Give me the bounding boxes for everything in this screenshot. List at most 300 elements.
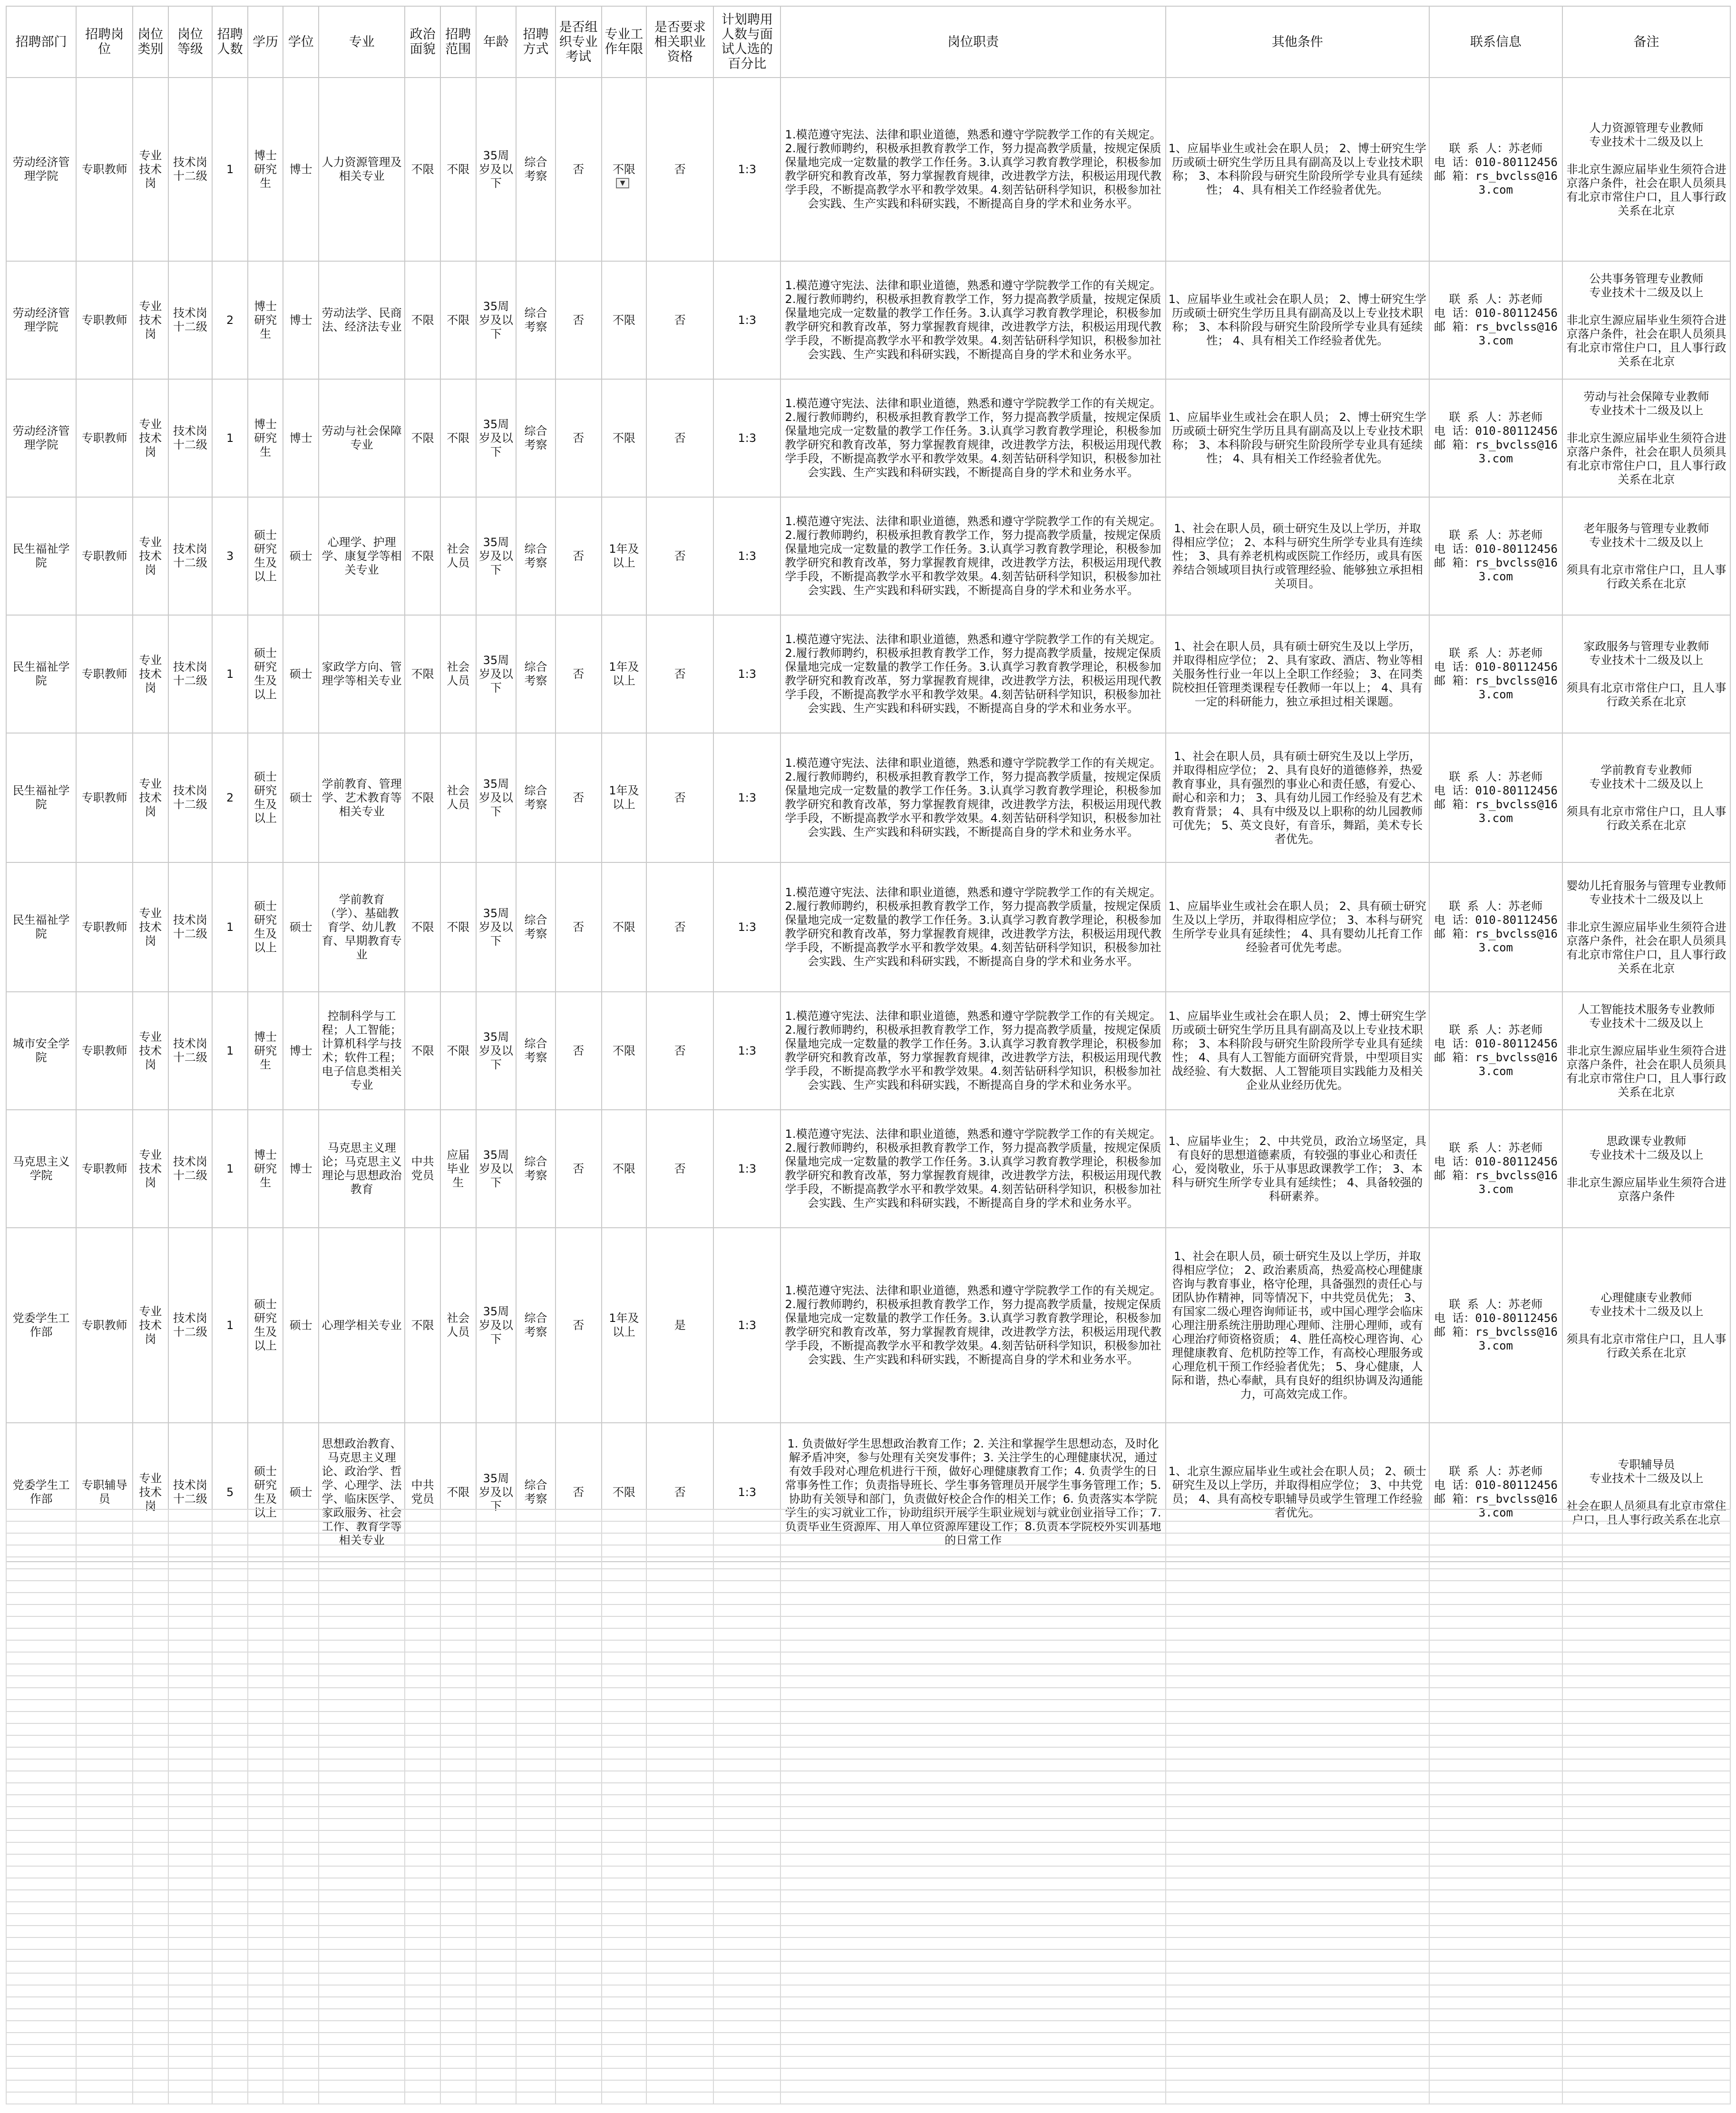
empty-cell[interactable] [1562,1509,1730,1521]
empty-cell[interactable] [713,1973,780,1985]
empty-cell[interactable] [6,1723,76,1735]
empty-cell[interactable] [6,2056,76,2068]
remark-cell[interactable]: 心理健康专业教师 专业技术十二级及以上 须具有北京市常住户口，且人事行政关系在北京 [1562,1228,1730,1423]
empty-cell[interactable] [405,2033,440,2045]
remark-cell[interactable]: 婴幼儿托育服务与管理专业教师 专业技术十二级及以上 非北京生源应届毕业生须符合进京落户条件，社会在职人员须具有北京市常住户口，且人事行政关系在北京 [1562,862,1730,992]
empty-cell[interactable] [713,1842,780,1854]
empty-cell[interactable] [6,1807,76,1819]
empty-cell[interactable] [1429,1890,1562,1902]
duty-cell[interactable]: 1.模范遵守宪法、法律和职业道德，熟悉和遵守学院教学工作的有关规定。2.履行教师聘约，积极承担教育教学工作，努力提高教学质量，按规定保质保量地完成一定数量的教学工作任务。3.认真学习教育教学理论，积极参加教学研究和教育改革，努力掌握教育规律，改进教学方法，积极运用现代教学手段，不断提高教学水平和教学效果。4.刻苦钻研科学知识，积极参加社会实践、生产实践和科研实践，不断提高自身的学术和业务水平。 [780,261,1165,379]
empty-cell[interactable] [319,1652,405,1664]
empty-cell[interactable] [556,1545,602,1557]
empty-cell[interactable] [780,2056,1165,2068]
empty-cell[interactable] [6,1640,76,1652]
empty-cell[interactable] [6,1593,76,1604]
qualification-cell[interactable]: 否 [646,615,713,733]
conditions-cell[interactable]: 1、应届毕业生或社会在职人员； 2、博士研究生学历或硕士研究生学历且具有副高及以上专业技术职称； 3、本科阶段与研究生阶段所学专业具有延续性； 4、具有相关工作经验者优先。 [1166,78,1429,261]
empty-cell[interactable] [516,2021,556,2033]
education-cell[interactable]: 硕士研究生及以上 [248,497,283,615]
post-cell[interactable]: 专职教师 [76,1228,133,1423]
empty-cell[interactable] [168,1533,213,1545]
empty-cell[interactable] [476,1795,517,1807]
empty-cell[interactable] [6,1854,76,1866]
empty-cell[interactable] [212,2021,248,2033]
empty-cell[interactable] [283,1914,319,1926]
empty-cell[interactable] [212,1866,248,1878]
empty-cell[interactable] [713,1640,780,1652]
empty-cell[interactable] [133,1842,168,1854]
degree-cell[interactable]: 博士 [283,1110,319,1228]
empty-cell[interactable] [212,2033,248,2045]
empty-cell[interactable] [780,1783,1165,1795]
empty-cell[interactable] [133,2056,168,2068]
empty-cell[interactable] [6,1688,76,1700]
empty-cell[interactable] [283,1937,319,1949]
empty-cell[interactable] [212,1807,248,1819]
empty-cell[interactable] [283,1902,319,1914]
empty-cell[interactable] [133,1569,168,1581]
empty-cell[interactable] [168,1640,213,1652]
empty-cell[interactable] [780,1807,1165,1819]
politics-cell[interactable]: 不限 [405,497,440,615]
empty-cell[interactable] [1562,1557,1730,1569]
contact-cell[interactable]: 联 系 人：苏老师 电 话：010-80112456 邮 箱：rs_bvclss@163.com [1429,261,1562,379]
empty-cell[interactable] [780,1937,1165,1949]
empty-cell[interactable] [319,1509,405,1521]
empty-cell[interactable] [476,1854,517,1866]
degree-cell[interactable]: 博士 [283,379,319,497]
empty-cell[interactable] [1562,1985,1730,1997]
empty-cell[interactable] [212,1712,248,1723]
empty-cell[interactable] [556,1842,602,1854]
empty-cell[interactable] [76,1985,133,1997]
empty-cell[interactable] [1562,1593,1730,1604]
empty-cell[interactable] [248,1902,283,1914]
education-cell[interactable]: 硕士研究生及以上 [248,1423,283,1562]
duty-cell[interactable]: 1.模范遵守宪法、法律和职业道德，熟悉和遵守学院教学工作的有关规定。2.履行教师聘约，积极承担教育教学工作，努力提高教学质量，按规定保质保量地完成一定数量的教学工作任务。3.认真学习教育教学理论，积极参加教学研究和教育改革，努力掌握教育规律，改进教学方法，积极运用现代教学手段，不断提高教学水平和教学效果。4.刻苦钻研科学知识，积极参加社会实践、生产实践和科研实践，不断提高自身的学术和业务水平。 [780,497,1165,615]
empty-cell[interactable] [6,2092,76,2104]
empty-cell[interactable] [516,1700,556,1712]
empty-cell[interactable] [780,1616,1165,1628]
empty-cell[interactable] [1166,1545,1429,1557]
empty-cell[interactable] [212,1771,248,1783]
empty-cell[interactable] [476,1747,517,1759]
empty-cell[interactable] [713,1914,780,1926]
degree-cell[interactable]: 硕士 [283,615,319,733]
empty-cell[interactable] [405,1949,440,1961]
empty-cell[interactable] [713,1616,780,1628]
empty-cell[interactable] [1562,2056,1730,2068]
empty-cell[interactable] [476,2080,517,2092]
empty-cell[interactable] [1429,1854,1562,1866]
empty-cell[interactable] [440,1688,476,1700]
duty-cell[interactable]: 1.模范遵守宪法、法律和职业道德，熟悉和遵守学院教学工作的有关规定。2.履行教师聘约，积极承担教育教学工作，努力提高教学质量，按规定保质保量地完成一定数量的教学工作任务。3.认真学习教育教学理论，积极参加教学研究和教育改革，努力掌握教育规律，改进教学方法，积极运用现代教学手段，不断提高教学水平和教学效果。4.刻苦钻研科学知识，积极参加社会实践、生产实践和科研实践，不断提高自身的学术和业务水平。 [780,862,1165,992]
empty-cell[interactable] [713,2080,780,2092]
empty-cell[interactable] [516,1985,556,1997]
empty-cell[interactable] [440,1878,476,1890]
empty-cell[interactable] [713,1866,780,1878]
method-cell[interactable]: 综合考察 [516,1228,556,1423]
empty-cell[interactable] [476,1509,517,1521]
empty-cell[interactable] [602,2009,647,2021]
empty-cell[interactable] [516,2033,556,2045]
empty-cell[interactable] [646,1866,713,1878]
headcount-cell[interactable]: 1 [212,1228,248,1423]
column-header[interactable]: 专业 [319,6,405,78]
contact-cell[interactable]: 联 系 人：苏老师 电 话：010-80112456 邮 箱：rs_bvclss@163.com [1429,379,1562,497]
empty-cell[interactable] [76,1961,133,1973]
empty-cell[interactable] [440,1545,476,1557]
conditions-cell[interactable]: 1、应届毕业生或社会在职人员； 2、博士研究生学历或硕士研究生学历且具有副高及以上专业技术职称； 3、本科阶段与研究生阶段所学专业具有延续性； 4、具有相关工作经验者优先。 [1166,261,1429,379]
empty-cell[interactable] [212,1949,248,1961]
remark-cell[interactable]: 人力资源管理专业教师 专业技术十二级及以上 非北京生源应届毕业生须符合进京落户条件，社会在职人员须具有北京市常住户口，且人事行政关系在北京 [1562,78,1730,261]
empty-cell[interactable] [1562,1759,1730,1771]
empty-cell[interactable] [476,1997,517,2009]
work-years-cell[interactable]: 不限 [602,78,647,261]
empty-cell[interactable] [516,1509,556,1521]
empty-cell[interactable] [440,2045,476,2056]
empty-cell[interactable] [212,1854,248,1866]
empty-cell[interactable] [1166,1997,1429,2009]
empty-cell[interactable] [1429,1985,1562,1997]
conditions-cell[interactable]: 1、应届毕业生或社会在职人员； 2、具有硕士研究生及以上学历，并取得相应学位； 3、本科与研究生所学专业具有延续性； 4、具有婴幼儿托育工作经验者可优先考虑。 [1166,862,1429,992]
empty-cell[interactable] [556,1783,602,1795]
empty-cell[interactable] [283,2056,319,2068]
category-cell[interactable]: 专业技术岗 [133,992,168,1110]
empty-cell[interactable] [602,1628,647,1640]
empty-cell[interactable] [1166,1771,1429,1783]
empty-cell[interactable] [76,1723,133,1735]
empty-cell[interactable] [283,1712,319,1723]
empty-cell[interactable] [713,1557,780,1569]
empty-cell[interactable] [212,1533,248,1545]
empty-cell[interactable] [405,1521,440,1533]
empty-cell[interactable] [556,1973,602,1985]
empty-cell[interactable] [1166,1664,1429,1676]
empty-cell[interactable] [556,2009,602,2021]
exam-cell[interactable]: 否 [556,1110,602,1228]
remark-cell[interactable]: 专职辅导员 专业技术十二级及以上 社会在职人员须具有北京市常住户口，且人事行政关系在北京 [1562,1423,1730,1562]
empty-cell[interactable] [1429,1735,1562,1747]
empty-cell[interactable] [516,1688,556,1700]
empty-cell[interactable] [440,1521,476,1533]
empty-cell[interactable] [76,1949,133,1961]
qualification-cell[interactable]: 否 [646,261,713,379]
age-cell[interactable]: 35周岁及以下 [476,1110,517,1228]
politics-cell[interactable]: 中共党员 [405,1110,440,1228]
empty-cell[interactable] [1166,1961,1429,1973]
empty-cell[interactable] [516,1842,556,1854]
empty-cell[interactable] [1166,1937,1429,1949]
empty-cell[interactable] [780,1652,1165,1664]
empty-cell[interactable] [1166,2068,1429,2080]
empty-cell[interactable] [646,1961,713,1973]
empty-cell[interactable] [6,2045,76,2056]
major-cell[interactable]: 马克思主义理论；马克思主义理论与思想政治教育 [319,1110,405,1228]
empty-cell[interactable] [133,1771,168,1783]
empty-cell[interactable] [405,1771,440,1783]
empty-cell[interactable] [76,1533,133,1545]
empty-cell[interactable] [76,1807,133,1819]
major-cell[interactable]: 学前教育、管理学、艺术教育等相关专业 [319,733,405,862]
empty-cell[interactable] [405,2068,440,2080]
empty-cell[interactable] [780,2009,1165,2021]
empty-cell[interactable] [602,1914,647,1926]
empty-cell[interactable] [133,1688,168,1700]
empty-cell[interactable] [602,1569,647,1581]
empty-cell[interactable] [516,1628,556,1640]
empty-cell[interactable] [476,2045,517,2056]
empty-cell[interactable] [440,1795,476,1807]
empty-cell[interactable] [602,1593,647,1604]
empty-cell[interactable] [516,1914,556,1926]
empty-cell[interactable] [283,2045,319,2056]
empty-cell[interactable] [283,1783,319,1795]
category-cell[interactable]: 专业技术岗 [133,261,168,379]
empty-cell[interactable] [646,1688,713,1700]
empty-cell[interactable] [713,1628,780,1640]
empty-cell[interactable] [248,1926,283,1937]
empty-cell[interactable] [440,1854,476,1866]
empty-cell[interactable] [319,1926,405,1937]
empty-cell[interactable] [646,2009,713,2021]
empty-cell[interactable] [1166,1628,1429,1640]
empty-cell[interactable] [713,1854,780,1866]
empty-cell[interactable] [133,2009,168,2021]
empty-cell[interactable] [440,2009,476,2021]
empty-cell[interactable] [319,1878,405,1890]
empty-cell[interactable] [440,1985,476,1997]
empty-cell[interactable] [1166,1795,1429,1807]
empty-cell[interactable] [6,1557,76,1569]
conditions-cell[interactable]: 1、社会在职人员，硕士研究生及以上学历，并取得相应学位； 2、本科与研究生所学专业具有连续性； 3、具有养老机构或医院工作经历，或具有医养结合领域项目执行或管理经验、能够独立承担相关项目。 [1166,497,1429,615]
work-years-cell[interactable]: 不限 [602,379,647,497]
empty-cell[interactable] [476,2009,517,2021]
empty-cell[interactable] [283,1985,319,1997]
empty-cell[interactable] [168,1937,213,1949]
empty-cell[interactable] [168,1723,213,1735]
ratio-cell[interactable]: 1:3 [713,78,780,261]
empty-cell[interactable] [1429,2021,1562,2033]
empty-cell[interactable] [76,1604,133,1616]
empty-cell[interactable] [780,1747,1165,1759]
empty-cell[interactable] [76,1581,133,1593]
empty-cell[interactable] [1429,1926,1562,1937]
empty-cell[interactable] [476,1521,517,1533]
empty-cell[interactable] [713,1581,780,1593]
empty-cell[interactable] [713,2056,780,2068]
empty-cell[interactable] [319,1890,405,1902]
empty-cell[interactable] [1166,1830,1429,1842]
empty-cell[interactable] [133,2045,168,2056]
empty-cell[interactable] [1429,2056,1562,2068]
empty-cell[interactable] [1429,1961,1562,1973]
qualification-cell[interactable]: 否 [646,379,713,497]
empty-cell[interactable] [646,1902,713,1914]
empty-cell[interactable] [1166,1712,1429,1723]
empty-cell[interactable] [646,1676,713,1688]
category-cell[interactable]: 专业技术岗 [133,1228,168,1423]
ratio-cell[interactable]: 1:3 [713,733,780,862]
empty-cell[interactable] [1429,1937,1562,1949]
empty-cell[interactable] [212,1616,248,1628]
ratio-cell[interactable]: 1:3 [713,1110,780,1228]
empty-cell[interactable] [476,1557,517,1569]
method-cell[interactable]: 综合考察 [516,862,556,992]
empty-cell[interactable] [248,1830,283,1842]
empty-cell[interactable] [405,1545,440,1557]
empty-cell[interactable] [319,1676,405,1688]
empty-cell[interactable] [212,1569,248,1581]
headcount-cell[interactable]: 1 [212,78,248,261]
empty-cell[interactable] [405,1640,440,1652]
scope-cell[interactable]: 不限 [440,78,476,261]
empty-cell[interactable] [780,1604,1165,1616]
empty-cell[interactable] [1562,1854,1730,1866]
conditions-cell[interactable]: 1、应届毕业生或社会在职人员； 2、博士研究生学历或硕士研究生学历且具有副高及以上专业技术职称； 3、本科阶段与研究生阶段所学专业具有延续性； 4、具有相关工作经验者优先。 [1166,379,1429,497]
empty-cell[interactable] [168,1759,213,1771]
politics-cell[interactable]: 不限 [405,992,440,1110]
empty-cell[interactable] [602,1878,647,1890]
empty-cell[interactable] [1562,1890,1730,1902]
empty-cell[interactable] [476,1783,517,1795]
empty-cell[interactable] [556,1890,602,1902]
empty-cell[interactable] [76,1842,133,1854]
empty-cell[interactable] [319,1771,405,1783]
empty-cell[interactable] [1429,1973,1562,1985]
empty-cell[interactable] [440,1581,476,1593]
empty-cell[interactable] [646,1628,713,1640]
headcount-cell[interactable]: 1 [212,862,248,992]
empty-cell[interactable] [212,1973,248,1985]
conditions-cell[interactable]: 1、社会在职人员，硕士研究生及以上学历，并取得相应学位； 2、政治素质高，热爱高校心理健康咨询与教育事业，格守伦理，具备强烈的责任心与团队协作精神，同等情况下，中共党员优先； 3、有国家二级心理咨询师证书，或中国心理学会临床心理注册系统注册助理心理师、注册心理师，或有心理治疗师资格资质； 4、胜任高校心理咨询、心理健康教育、危机防控等工作，有高校心理服务或心理危机干预工作经验者优先； 5、身心健康，人际和谐，热心奉献，具有良好的组织协调及沟通能力，可高效完成工作。 [1166,1228,1429,1423]
exam-cell[interactable]: 否 [556,497,602,615]
empty-cell[interactable] [713,1545,780,1557]
empty-cell[interactable] [646,1616,713,1628]
politics-cell[interactable]: 不限 [405,615,440,733]
empty-cell[interactable] [516,1604,556,1616]
empty-cell[interactable] [602,1747,647,1759]
empty-cell[interactable] [556,1569,602,1581]
empty-cell[interactable] [283,1949,319,1961]
empty-cell[interactable] [440,1902,476,1914]
work-years-cell[interactable]: 1年及以上 [602,733,647,862]
empty-cell[interactable] [516,1926,556,1937]
empty-cell[interactable] [1429,1759,1562,1771]
empty-cell[interactable] [319,1664,405,1676]
post-cell[interactable]: 专职教师 [76,497,133,615]
empty-cell[interactable] [319,1997,405,2009]
empty-cell[interactable] [283,1961,319,1973]
empty-cell[interactable] [1166,1926,1429,1937]
empty-cell[interactable] [6,1509,76,1521]
empty-cell[interactable] [283,1735,319,1747]
level-cell[interactable]: 技术岗十二级 [168,1228,213,1423]
empty-cell[interactable] [602,1926,647,1937]
empty-cell[interactable] [168,1747,213,1759]
empty-cell[interactable] [1166,1723,1429,1735]
empty-cell[interactable] [405,1902,440,1914]
empty-cell[interactable] [1562,1628,1730,1640]
empty-cell[interactable] [133,2068,168,2080]
empty-cell[interactable] [405,1700,440,1712]
empty-cell[interactable] [168,1985,213,1997]
category-cell[interactable]: 专业技术岗 [133,379,168,497]
major-cell[interactable]: 心理学、护理学、康复学等相关专业 [319,497,405,615]
empty-cell[interactable] [212,1593,248,1604]
empty-cell[interactable] [476,1545,517,1557]
empty-cell[interactable] [713,1723,780,1735]
empty-cell[interactable] [405,1759,440,1771]
empty-cell[interactable] [556,1807,602,1819]
empty-cell[interactable] [646,1664,713,1676]
empty-cell[interactable] [780,1819,1165,1830]
empty-cell[interactable] [516,1652,556,1664]
empty-cell[interactable] [1562,1676,1730,1688]
empty-cell[interactable] [646,2056,713,2068]
contact-cell[interactable]: 联 系 人：苏老师 电 话：010-80112456 邮 箱：rs_bvclss@163.com [1429,1423,1562,1562]
empty-cell[interactable] [440,1652,476,1664]
empty-cell[interactable] [1562,2009,1730,2021]
empty-cell[interactable] [6,2080,76,2092]
empty-cell[interactable] [248,1735,283,1747]
empty-cell[interactable] [76,2033,133,2045]
empty-cell[interactable] [319,1533,405,1545]
duty-cell[interactable]: 1.模范遵守宪法、法律和职业道德，熟悉和遵守学院教学工作的有关规定。2.履行教师聘约，积极承担教育教学工作，努力提高教学质量，按规定保质保量地完成一定数量的教学工作任务。3.认真学习教育教学理论，积极参加教学研究和教育改革，努力掌握教育规律，改进教学方法，积极运用现代教学手段，不断提高教学水平和教学效果。4.刻苦钻研科学知识，积极参加社会实践、生产实践和科研实践，不断提高自身的学术和业务水平。 [780,379,1165,497]
empty-cell[interactable] [405,1926,440,1937]
empty-cell[interactable] [602,1949,647,1961]
empty-cell[interactable] [283,1878,319,1890]
column-header[interactable]: 是否组织专业考试 [556,6,602,78]
empty-cell[interactable] [76,1521,133,1533]
empty-cell[interactable] [76,1819,133,1830]
empty-cell[interactable] [319,1830,405,1842]
empty-cell[interactable] [1562,1807,1730,1819]
empty-cell[interactable] [780,1557,1165,1569]
empty-cell[interactable] [602,1723,647,1735]
empty-cell[interactable] [76,1854,133,1866]
empty-cell[interactable] [1166,1533,1429,1545]
empty-cell[interactable] [283,1557,319,1569]
empty-cell[interactable] [646,1807,713,1819]
empty-cell[interactable] [602,1783,647,1795]
empty-cell[interactable] [440,1700,476,1712]
empty-cell[interactable] [602,2092,647,2104]
empty-cell[interactable] [646,2092,713,2104]
empty-cell[interactable] [440,2068,476,2080]
empty-cell[interactable] [556,1914,602,1926]
empty-cell[interactable] [602,1557,647,1569]
empty-cell[interactable] [248,1640,283,1652]
empty-cell[interactable] [476,1890,517,1902]
empty-cell[interactable] [556,2045,602,2056]
empty-cell[interactable] [1429,1640,1562,1652]
headcount-cell[interactable]: 1 [212,379,248,497]
empty-cell[interactable] [476,1688,517,1700]
empty-cell[interactable] [168,1961,213,1973]
empty-cell[interactable] [168,2045,213,2056]
empty-cell[interactable] [133,1973,168,1985]
method-cell[interactable]: 综合考察 [516,497,556,615]
education-cell[interactable]: 硕士研究生及以上 [248,862,283,992]
empty-cell[interactable] [440,1890,476,1902]
empty-cell[interactable] [319,2033,405,2045]
empty-cell[interactable] [212,1926,248,1937]
empty-cell[interactable] [405,1842,440,1854]
empty-cell[interactable] [713,1569,780,1581]
empty-cell[interactable] [713,1937,780,1949]
empty-cell[interactable] [76,1593,133,1604]
